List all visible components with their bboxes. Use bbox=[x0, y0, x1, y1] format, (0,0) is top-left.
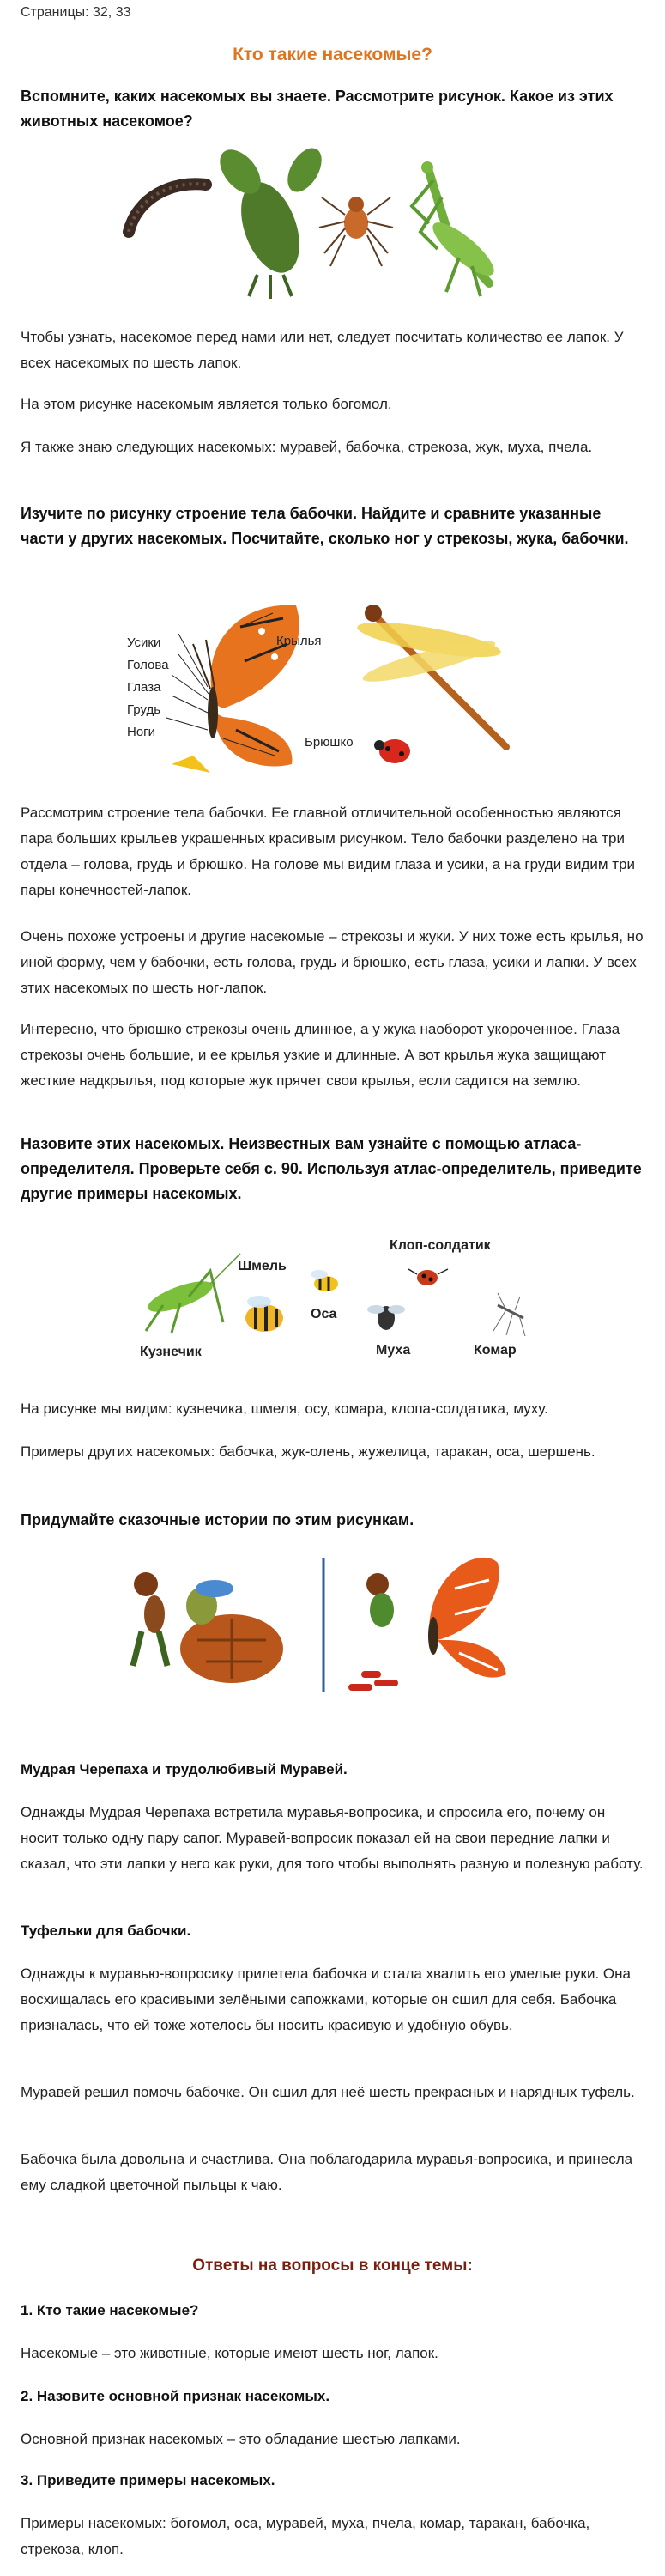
crayfish-icon bbox=[212, 146, 329, 299]
answer-3-paragraph-2: Примеры других насекомых: бабочка, жук-олень, жужелица, таракан, оса, шершень. bbox=[21, 1443, 595, 1460]
label-grasshopper: Кузнечик bbox=[140, 1345, 202, 1359]
question-1: Вспомните, каких насекомых вы знаете. Рассмотрите рисунок. Какое из этих животных насекомое? bbox=[21, 88, 614, 130]
answers-question-1: 1. Кто такие насекомые? bbox=[21, 2302, 199, 2318]
answers-answer-1: Насекомые – это животные, которые имеют шесть ног, лапок. bbox=[21, 2345, 438, 2361]
answer-2-paragraph-3: Интересно, что брюшко стрекозы очень длинное, а у жука наоборот укороченное. Глаза стрекозы очень большие, и ее крылья узкие и длинные. А вот крылья жука защищают жесткие надкрылья, под которые жук прячет свои крылья, если садится на землю. bbox=[21, 1021, 620, 1089]
story-1-text: Однажды Мудрая Черепаха встретила муравья-вопросика, и спросила его, почему он носит только одну пару сапог. Муравей-вопросик показал ей на свои передние лапки и сказал, что эти лапки у него как руки, для того чтобы выполнять разную и полезную работу. bbox=[21, 1804, 644, 1872]
pages-reference: Страницы: 32, 33 bbox=[21, 5, 131, 20]
answers-answer-2: Основной признак насекомых – это обладание шестью лапками. bbox=[21, 2431, 461, 2447]
bumblebee-icon bbox=[245, 1296, 283, 1332]
turtle-icon bbox=[180, 1580, 283, 1683]
label-wings: Крылья bbox=[276, 634, 322, 648]
story-1-title: Мудрая Черепаха и трудолюбивый Муравей. bbox=[21, 1761, 348, 1777]
firebug-icon bbox=[408, 1269, 448, 1285]
label-fly: Муха bbox=[376, 1343, 411, 1358]
answer-2-paragraph-1: Рассмотрим строение тела бабочки. Ее главной отличительной особенностью являются пара больших крыльев украшенных красивым рисунком. Тело бабочки разделено на три отдела – голова, грудь и брюшко. На голове мы видим глаза и усики, а на груди видим три пары конечностей-лапок. bbox=[21, 805, 636, 898]
label-eyes: Глаза bbox=[127, 680, 161, 695]
question-4: Придумайте сказочные истории по этим рисункам. bbox=[21, 1511, 414, 1528]
grasshopper-icon bbox=[144, 1254, 240, 1333]
spider-icon bbox=[319, 197, 393, 266]
story-2-title: Туфельки для бабочки. bbox=[21, 1923, 191, 1939]
wasp-icon bbox=[311, 1270, 338, 1291]
animals-illustration bbox=[120, 146, 549, 301]
ant-shoemaker-icon bbox=[352, 1573, 395, 1687]
answers-title: Ответы на вопросы в конце темы: bbox=[192, 2257, 473, 2275]
answer-1-paragraph-2: На этом рисунке насекомым является только богомол. bbox=[21, 396, 392, 412]
ladybug-icon bbox=[374, 739, 410, 763]
label-firebug: Клоп-солдатик bbox=[390, 1238, 491, 1253]
butterfly-tale-icon bbox=[428, 1558, 506, 1678]
answer-2-paragraph-2: Очень похоже устроены и другие насекомые – стрекозы и жуки. У них тоже есть крылья, но иной форму, чем у бабочки, есть голова, грудь и брюшко, есть глаза, усики и лапки. У всех этих насекомых по шесть ног-лапок. bbox=[21, 928, 644, 996]
dragonfly-icon bbox=[355, 605, 506, 747]
label-head: Голова bbox=[127, 658, 169, 672]
answers-question-2: 2. Назовите основной признак насекомых. bbox=[21, 2388, 330, 2404]
story-2-paragraph-3: Бабочка была довольна и счастлива. Она поблагодарила муравья-вопросика, и принесла ему сладкой цветочной пыльцы к чаю. bbox=[21, 2151, 633, 2193]
butterfly-anatomy-illustration bbox=[112, 592, 558, 781]
page-title: Кто такие насекомые? bbox=[233, 45, 432, 64]
question-3: Назовите этих насекомых. Неизвестных вам узнайте с помощью атласа-определителя. Проверьте себя с. 90. Используя атлас-определитель, приведите другие примеры насекомых. bbox=[21, 1135, 642, 1202]
fairy-tale-illustration bbox=[120, 1546, 549, 1700]
answer-1-paragraph-3: Я также знаю следующих насекомых: муравей, бабочка, стрекоза, жук, муха, пчела. bbox=[21, 439, 593, 455]
answers-answer-3: Примеры насекомых: богомол, оса, муравей, муха, пчела, комар, таракан, бабочка, стрекоза, клоп. bbox=[21, 2515, 590, 2557]
answers-question-3: 3. Приведите примеры насекомых. bbox=[21, 2472, 275, 2488]
story-2-paragraph-2: Муравей решил помочь бабочке. Он сшил для неё шесть прекрасных и нарядных туфель. bbox=[21, 2084, 635, 2100]
mantis-icon bbox=[412, 161, 500, 296]
label-mosquito: Комар bbox=[474, 1343, 517, 1358]
question-2: Изучите по рисунку строение тела бабочки. Найдите и сравните указанные части у других насекомых. Посчитайте, сколько ног у стрекозы, жука, бабочки. bbox=[21, 505, 629, 547]
label-bumblebee: Шмель bbox=[238, 1259, 287, 1273]
label-legs: Ноги bbox=[127, 725, 156, 739]
butterfly-icon bbox=[172, 605, 299, 773]
ant-with-boots-icon bbox=[133, 1572, 167, 1666]
story-2-paragraph-1: Однажды к муравью-вопросику прилетела бабочка и стала хвалить его умелые руки. Она восхищалась его красивыми зелёными сапожками, которые он сшил для себя. Бабочка призналась, что ей тоже хотелось бы носить красивую и удобную обувь. bbox=[21, 1965, 631, 2033]
label-antennae: Усики bbox=[127, 635, 161, 650]
answer-3-paragraph-1: На рисунке мы видим: кузнечика, шмеля, осу, комара, клопа-солдатика, муху. bbox=[21, 1400, 548, 1417]
mosquito-icon bbox=[493, 1293, 525, 1336]
millipede-icon bbox=[129, 184, 206, 232]
fly-icon bbox=[367, 1305, 405, 1330]
label-abdomen: Брюшко bbox=[305, 735, 354, 750]
label-wasp: Оса bbox=[311, 1307, 337, 1321]
answer-1-paragraph-1: Чтобы узнать, насекомое перед нами или нет, следует посчитать количество ее лапок. У всех насекомых по шесть лапок. bbox=[21, 329, 624, 371]
label-chest: Грудь bbox=[127, 702, 161, 717]
